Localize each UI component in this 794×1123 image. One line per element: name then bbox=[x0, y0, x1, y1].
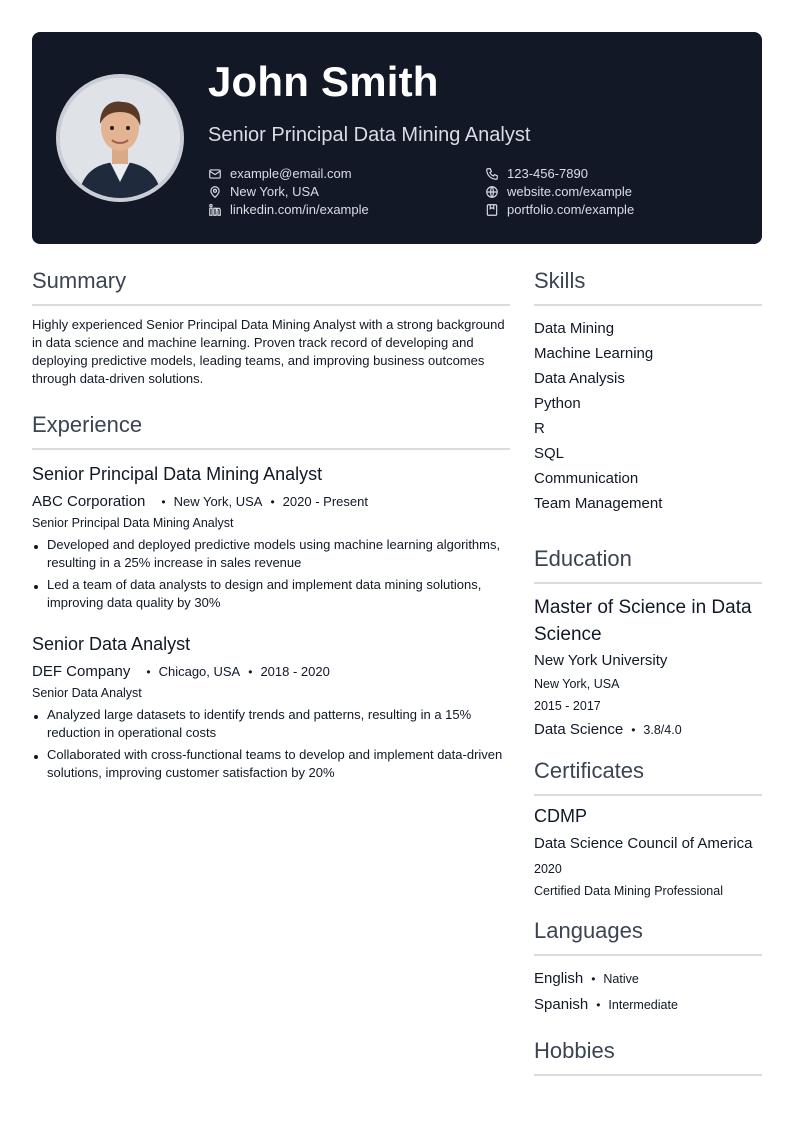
person-avatar-icon bbox=[60, 78, 180, 198]
education-degree: Master of Science in Data Science bbox=[534, 597, 752, 645]
hobbies-heading: Hobbies bbox=[534, 1038, 762, 1076]
separator-dot: • bbox=[591, 972, 596, 986]
job-company: ABC Corporation bbox=[32, 493, 146, 510]
language-level: Intermediate bbox=[608, 998, 678, 1012]
job-bullet: Collaborated with cross-functional teams to develop and implement data-driven solutions, improving customer satisfaction by 20% bbox=[32, 746, 510, 782]
job-company: DEF Company bbox=[32, 663, 131, 680]
job-dates: 2018 - 2020 bbox=[260, 664, 330, 679]
location-pin-icon bbox=[208, 185, 222, 199]
education-dates: 2015 - 2017 bbox=[534, 699, 601, 713]
languages-heading: Languages bbox=[534, 918, 762, 956]
separator-dot: • bbox=[161, 495, 166, 509]
contact-linkedin-text: linkedin.com/in/example bbox=[230, 202, 369, 217]
sidebar-column bbox=[534, 268, 762, 1096]
job-meta bbox=[32, 493, 510, 510]
job-title: Senior Data Analyst bbox=[32, 634, 191, 654]
skill-item: SQL bbox=[534, 445, 565, 462]
main-column bbox=[32, 268, 510, 804]
job-location: Chicago, USA bbox=[158, 664, 241, 679]
certificate-name: CDMP bbox=[534, 806, 587, 826]
summary-heading: Summary bbox=[32, 268, 510, 306]
education-field-row bbox=[534, 721, 762, 738]
experience-item bbox=[32, 464, 510, 612]
job-location: New York, USA bbox=[173, 494, 263, 509]
skill-item: R bbox=[534, 420, 545, 437]
job-title: Senior Principal Data Mining Analyst bbox=[32, 464, 323, 484]
skill-item: Data Analysis bbox=[534, 370, 625, 387]
skills-heading: Skills bbox=[534, 268, 762, 306]
contact-website[interactable] bbox=[485, 184, 632, 199]
linkedin-icon bbox=[208, 203, 222, 217]
skills-section bbox=[534, 268, 762, 526]
summary-text: Highly experienced Senior Principal Data Mining Analyst with a strong background in data science and machine learning. Proven track record of developing and deploying predictive models, leading teams, and improving business outcomes through data-driven solutions. bbox=[32, 317, 505, 386]
separator-dot: • bbox=[596, 998, 601, 1012]
skill-item: Communication bbox=[534, 470, 639, 487]
certificates-heading: Certificates bbox=[534, 758, 762, 796]
job-bullets bbox=[32, 706, 510, 782]
separator-dot: • bbox=[631, 723, 636, 737]
contact-linkedin[interactable] bbox=[208, 202, 369, 217]
contact-email[interactable] bbox=[208, 166, 352, 181]
job-bullets bbox=[32, 536, 510, 612]
skill-item: Data Mining bbox=[534, 320, 615, 337]
job-dates: 2020 - Present bbox=[282, 494, 368, 509]
contact-portfolio[interactable] bbox=[485, 202, 634, 217]
certificates-section bbox=[534, 758, 762, 898]
education-gpa: 3.8/4.0 bbox=[643, 723, 682, 737]
education-heading: Education bbox=[534, 546, 762, 584]
job-bullet: Developed and deployed predictive models using machine learning algorithms, resulting in a 25% increase in sales revenue bbox=[32, 536, 510, 572]
skill-item: Python bbox=[534, 395, 581, 412]
portfolio-icon bbox=[485, 203, 499, 217]
job-role: Senior Data Analyst bbox=[32, 686, 142, 700]
certificate-year: 2020 bbox=[534, 862, 562, 876]
language-level: Native bbox=[603, 972, 639, 986]
contact-email-text: example@email.com bbox=[230, 166, 352, 181]
contact-location bbox=[208, 184, 319, 199]
phone-icon bbox=[485, 167, 499, 181]
education-location: New York, USA bbox=[534, 677, 620, 691]
contact-phone[interactable] bbox=[485, 166, 588, 181]
contact-website-text: website.com/example bbox=[507, 184, 632, 199]
certificate-description: Certified Data Mining Professional bbox=[534, 884, 723, 898]
experience-heading: Experience bbox=[32, 412, 510, 450]
contact-location-text: New York, USA bbox=[230, 184, 319, 199]
language-name: Spanish bbox=[534, 996, 589, 1013]
contact-portfolio-text: portfolio.com/example bbox=[507, 202, 635, 217]
resume-header bbox=[32, 32, 762, 244]
education-field: Data Science bbox=[534, 721, 624, 738]
candidate-headline: Senior Principal Data Mining Analyst bbox=[208, 124, 531, 146]
skill-item: Machine Learning bbox=[534, 345, 654, 362]
candidate-name: John Smith bbox=[208, 58, 439, 105]
separator-dot: • bbox=[146, 665, 151, 679]
education-school: New York University bbox=[534, 652, 668, 669]
hobbies-section bbox=[534, 1038, 762, 1076]
separator-dot: • bbox=[248, 665, 253, 679]
skill-item: Team Management bbox=[534, 495, 663, 512]
globe-icon bbox=[485, 185, 499, 199]
job-bullet: Analyzed large datasets to identify trends and patterns, resulting in a 15% reduction in operational costs bbox=[32, 706, 510, 742]
job-bullet: Led a team of data analysts to design and implement data mining solutions, improving data quality by 30% bbox=[32, 576, 510, 612]
languages-section bbox=[534, 918, 762, 1018]
language-item bbox=[534, 966, 762, 992]
certificate-issuer: Data Science Council of America bbox=[534, 835, 753, 852]
job-role: Senior Principal Data Mining Analyst bbox=[32, 516, 234, 530]
separator-dot: • bbox=[270, 495, 275, 509]
language-name: English bbox=[534, 970, 584, 987]
job-meta bbox=[32, 663, 510, 680]
profile-photo bbox=[56, 74, 184, 202]
education-section bbox=[534, 546, 762, 738]
mail-icon bbox=[208, 167, 222, 181]
skills-list bbox=[534, 316, 762, 526]
experience-item bbox=[32, 634, 510, 782]
contact-phone-text: 123-456-7890 bbox=[507, 166, 588, 181]
language-item bbox=[534, 992, 762, 1018]
